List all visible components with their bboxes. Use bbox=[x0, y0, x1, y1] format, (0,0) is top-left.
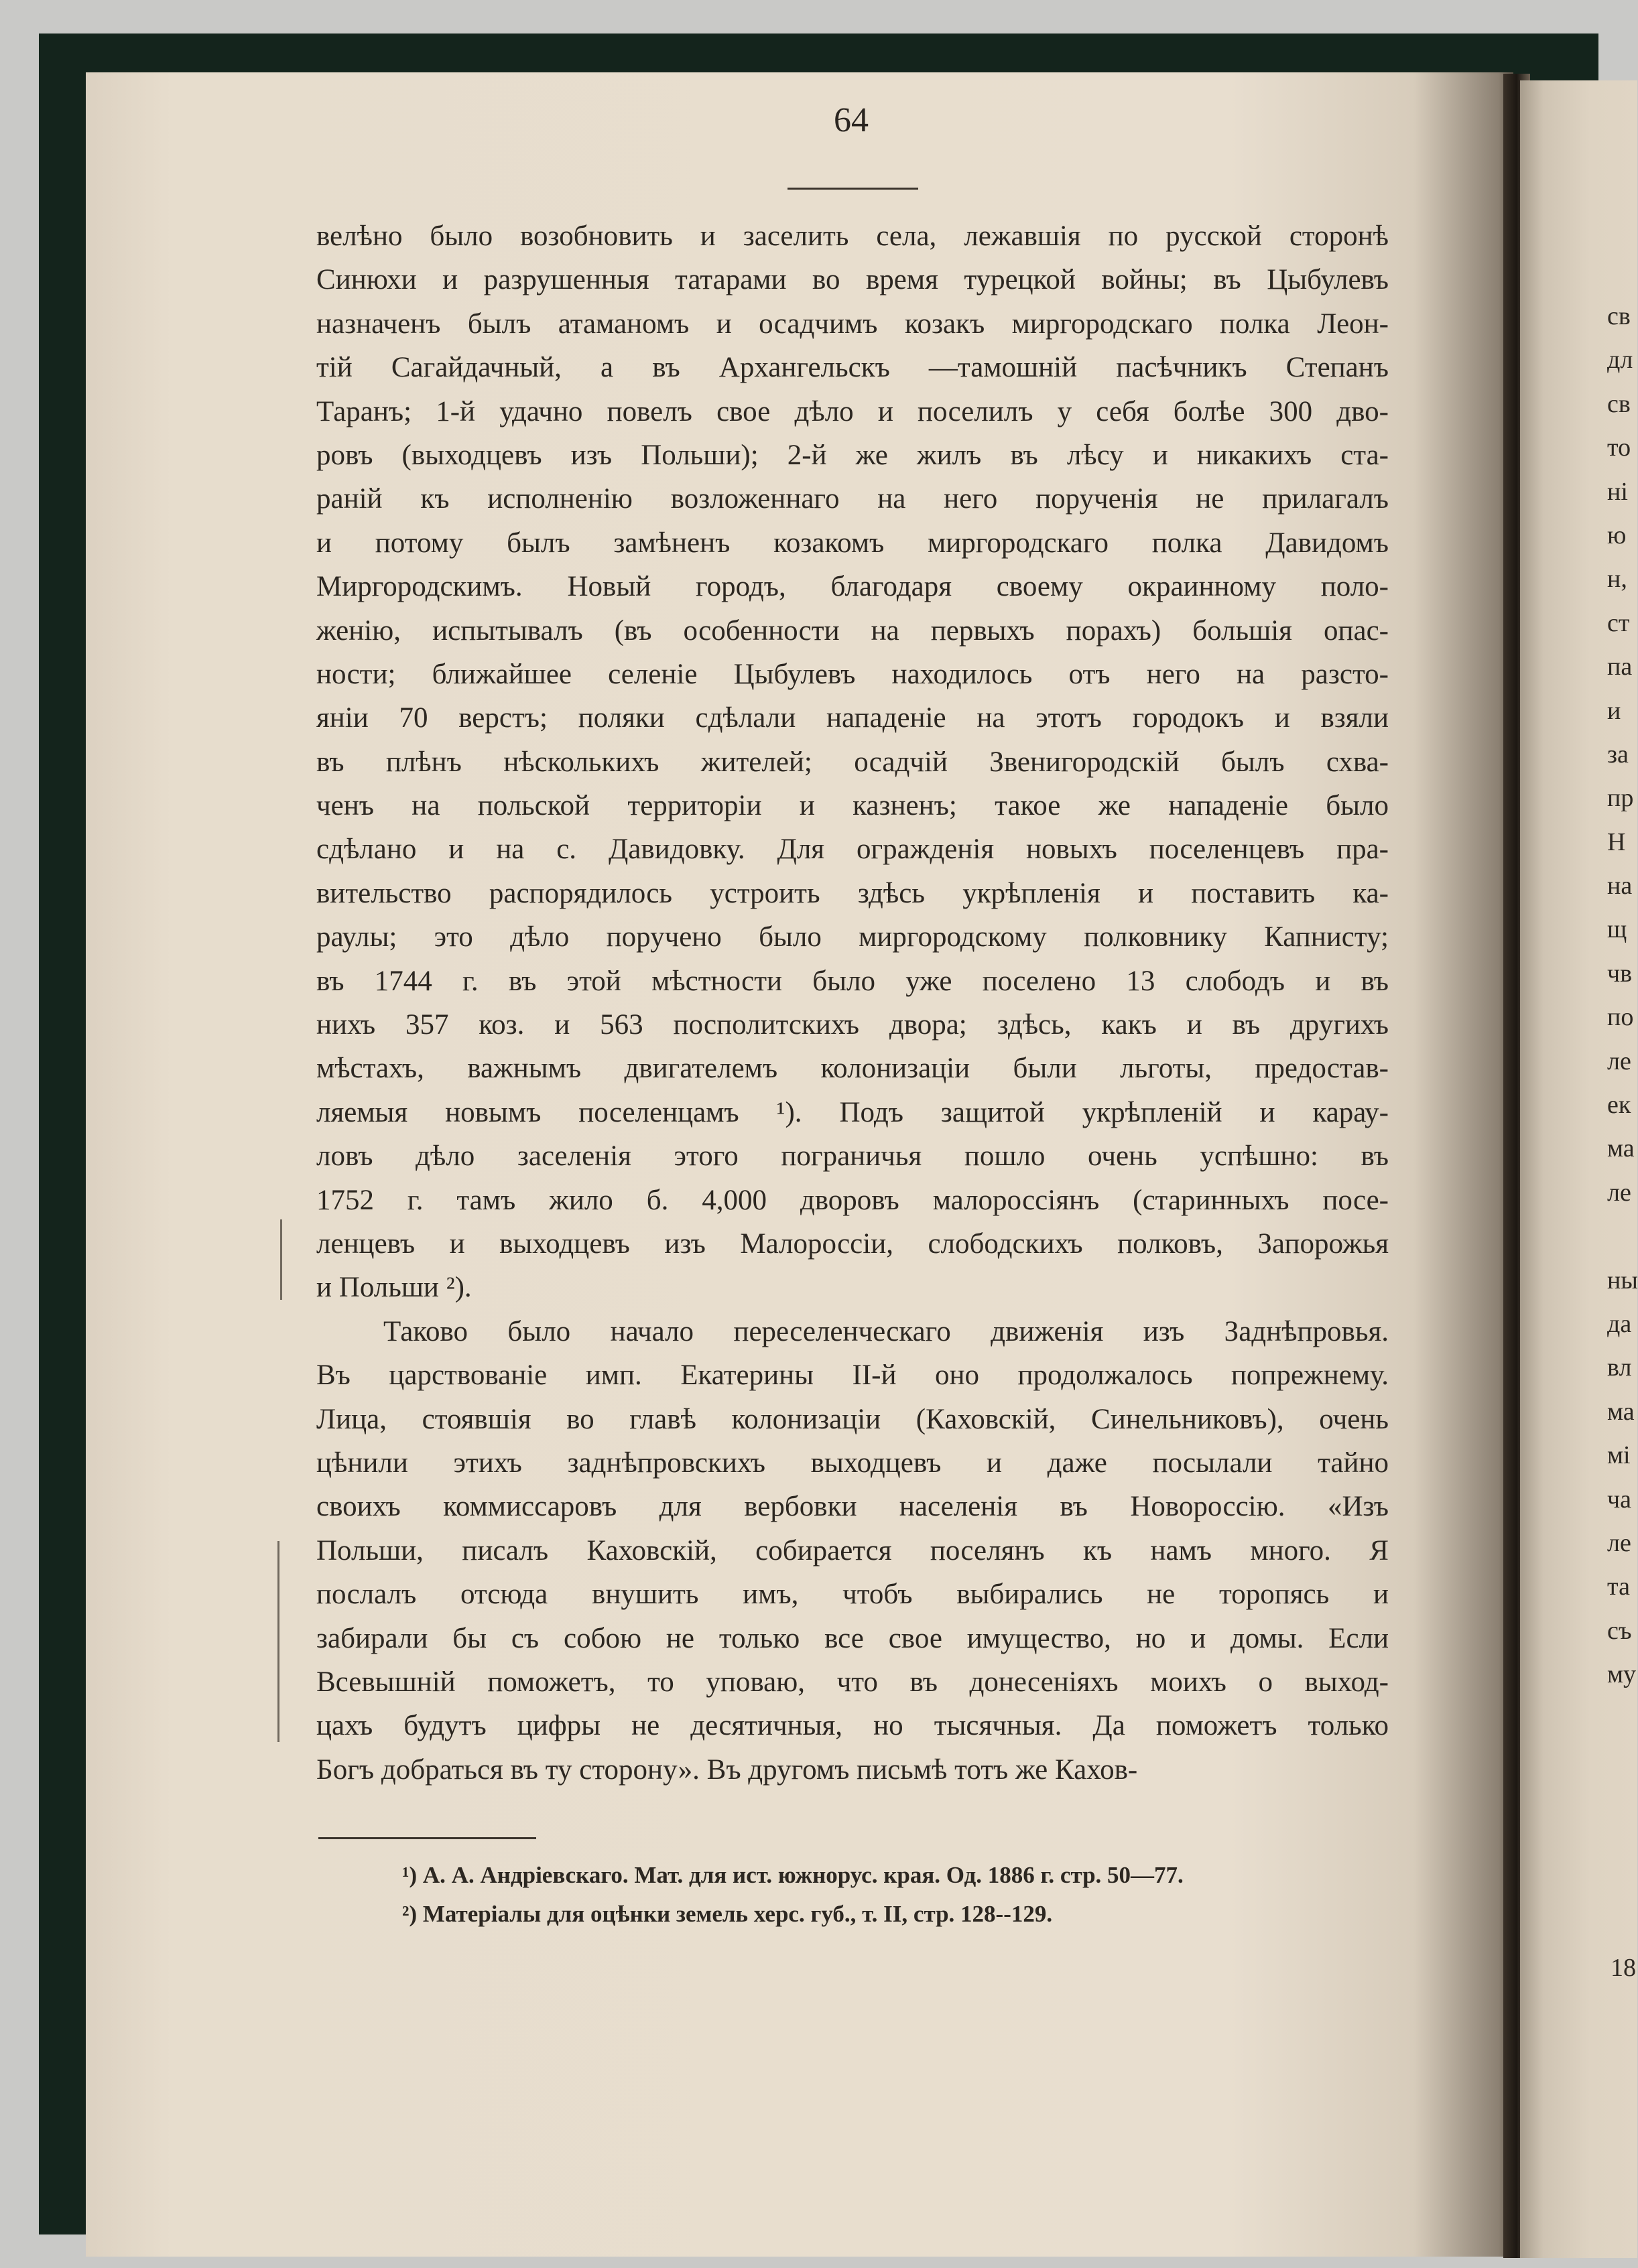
text-line: мѣстахъ, важнымъ двигателемъ колонизаціи были льготы, предостав- bbox=[316, 1053, 1389, 1085]
text-line: Всевышній поможетъ, то уповаю, что въ донесеніяхъ моихъ о выход- bbox=[316, 1666, 1389, 1698]
facing-page-fragment: му bbox=[1607, 1660, 1637, 1689]
facing-page-fragment: и bbox=[1607, 696, 1621, 725]
text-line: нихъ 357 коз. и 563 посполитскихъ двора; здѣсь, какъ и въ другихъ bbox=[316, 1009, 1389, 1041]
facing-page-fragment: ма bbox=[1607, 1134, 1635, 1163]
text-line: сдѣлано и на с. Давидовку. Для огражденія новыхъ поселенцевъ пра- bbox=[316, 833, 1389, 866]
text-line: 1752 г. тамъ жило б. 4,000 дворовъ малороссіянъ (старинныхъ посе- bbox=[316, 1184, 1389, 1216]
text-line: Лица, стоявшія во главѣ колонизаціи (Каховскій, Синельниковъ), очень bbox=[316, 1403, 1389, 1435]
footnote: ¹) А. А. Андріевскаго. Мат. для ист. южнорус. края. Од. 1886 г. стр. 50—77. bbox=[402, 1862, 1184, 1888]
facing-page-fragment: чв bbox=[1607, 959, 1633, 988]
footnote: ²) Матеріалы для оцѣнки земель херс. губ., т. II, стр. 128--129. bbox=[402, 1901, 1053, 1927]
facing-page-fragment: то bbox=[1607, 433, 1631, 462]
text-line: забирали бы съ собою не только все свое имущество, но и домы. Если bbox=[316, 1622, 1389, 1654]
text-line: женію, испытывалъ (въ особенности на первыхъ порахъ) большія опас- bbox=[316, 614, 1389, 647]
text-line: Миргородскимъ. Новый городъ, благодаря своему окраинному поло- bbox=[316, 571, 1389, 603]
page-number: 64 bbox=[834, 101, 869, 139]
facing-page-fragment bbox=[1520, 1215, 1637, 1258]
facing-page-fragment: да bbox=[1607, 1309, 1632, 1338]
text-line: велѣно было возобновить и заселить села, лежавшія по русской сторонѣ bbox=[316, 220, 1389, 252]
text-line: Таково было начало переселенческаго движенія изъ Заднѣпровья. bbox=[383, 1315, 1389, 1347]
facing-page-fragment: ст bbox=[1607, 608, 1630, 637]
text-line: ности; ближайшее селеніе Цыбулевъ находилось отъ него на разсто- bbox=[316, 658, 1389, 690]
facing-page-fragment: вл bbox=[1607, 1353, 1632, 1382]
facing-page-text bbox=[1520, 295, 1637, 1697]
facing-page-fragment: дл bbox=[1607, 346, 1633, 375]
text-line: ловъ дѣло заселенія этого пограничья пошло очень успѣшно: въ bbox=[316, 1140, 1389, 1173]
text-line: яніи 70 верстъ; поляки сдѣлали нападеніе на этотъ городокъ и взяли bbox=[316, 702, 1389, 734]
right-page-edge bbox=[1520, 80, 1637, 2258]
text-line: Богъ добраться въ ту сторону». Въ другомъ письмѣ тотъ же Кахов- bbox=[316, 1753, 1138, 1786]
text-line: въ 1744 г. въ этой мѣстности было уже поселено 13 слободъ и въ bbox=[316, 965, 1389, 997]
facing-page-fragment: по bbox=[1607, 1003, 1634, 1032]
facing-page-fragment: щ bbox=[1607, 915, 1627, 944]
text-line: вительство распорядилось устроить здѣсь укрѣпленія и поставить ка- bbox=[316, 877, 1389, 909]
text-line: ляемыя новымъ поселенцамъ ¹). Подъ защитой укрѣпленій и карау- bbox=[316, 1096, 1389, 1128]
text-line: Въ царствованіе имп. Екатерины II-й оно продолжалось попрежнему. bbox=[316, 1359, 1389, 1392]
text-line: раулы; это дѣло поручено было миргородскому полковнику Капнисту; bbox=[316, 921, 1389, 953]
text-line: и потому былъ замѣненъ козакомъ миргородскаго полка Давидомъ bbox=[316, 527, 1389, 559]
facing-page-fragment: ю bbox=[1607, 521, 1627, 549]
facing-page-fragment: па bbox=[1607, 653, 1633, 681]
text-line: въ плѣнъ нѣсколькихъ жителей; осадчій Звенигородскій былъ схва- bbox=[316, 746, 1389, 778]
text-line: Польши, писалъ Каховскій, собирается поселянъ къ намъ много. Я bbox=[316, 1534, 1389, 1566]
text-line: своихъ коммиссаровъ для вербовки населенія въ Новороссію. «Изъ bbox=[316, 1491, 1389, 1523]
facing-page-fragment: за bbox=[1607, 740, 1629, 769]
facing-page-fragment: мі bbox=[1607, 1441, 1631, 1470]
facing-page-fragment: ле bbox=[1607, 1178, 1631, 1207]
facing-page-fragment: ны bbox=[1607, 1266, 1638, 1294]
text-line: тій Сагайдачный, а въ Архангельскъ —тамошній пасѣчникъ Степанъ bbox=[316, 352, 1389, 384]
facing-page-fragment: ча bbox=[1607, 1485, 1631, 1514]
text-line: и Польши ²). bbox=[316, 1272, 472, 1304]
facing-page-fragment: Н bbox=[1607, 827, 1626, 856]
footnotes bbox=[402, 1856, 1394, 1934]
facing-page-fragment: та bbox=[1607, 1573, 1630, 1601]
facing-page-fragment: ле bbox=[1607, 1047, 1631, 1075]
facing-page-footnote-number: 18 bbox=[1611, 1954, 1636, 1982]
facing-page-fragment: ма bbox=[1607, 1397, 1635, 1426]
text-line: ленцевъ и выходцевъ изъ Малороссіи, слободскихъ полковъ, Запорожья bbox=[316, 1227, 1389, 1260]
facing-page-fragment: на bbox=[1607, 872, 1633, 900]
text-line: назначенъ былъ атаманомъ и осадчимъ козакъ миргородскаго полка Леон- bbox=[316, 308, 1389, 340]
text-line: цахъ будутъ цифры не десятичныя, но тысячныя. Да поможетъ только bbox=[316, 1710, 1389, 1742]
facing-page-fragment: пр bbox=[1607, 784, 1634, 813]
text-line: Таранъ; 1-й удачно повелъ свое дѣло и поселилъ у себя болѣе 300 дво- bbox=[316, 395, 1389, 427]
text-line: Синюхи и разрушенныя татарами во время турецкой войны; въ Цыбулевъ bbox=[316, 264, 1389, 296]
facing-page-fragment: н, bbox=[1607, 565, 1627, 594]
text-line: цѣнили этихъ заднѣпровскихъ выходцевъ и даже посылали тайно bbox=[316, 1447, 1389, 1479]
facing-page-fragment: ле bbox=[1607, 1528, 1631, 1557]
facing-page-fragment: ек bbox=[1607, 1091, 1631, 1120]
margin-pencil-mark bbox=[277, 1541, 279, 1742]
facing-page-fragment: съ bbox=[1607, 1616, 1632, 1645]
body-text bbox=[316, 214, 1389, 1792]
text-line: ченъ на польской территоріи и казненъ; такое же нападеніе было bbox=[316, 790, 1389, 822]
text-line: раній къ исполненію возложеннаго на него порученія не прилагалъ bbox=[316, 483, 1389, 515]
page-number-rule bbox=[788, 188, 918, 190]
facing-page-fragment: св bbox=[1607, 389, 1631, 418]
facing-page-fragment: св bbox=[1607, 302, 1631, 330]
facing-page-fragment: ні bbox=[1607, 477, 1628, 506]
text-line: послалъ отсюда внушить имъ, чтобъ выбирались не торопясь и bbox=[316, 1579, 1389, 1611]
text-line: ровъ (выходцевъ изъ Польши); 2-й же жилъ въ лѣсу и никакихъ ста- bbox=[316, 439, 1389, 471]
margin-pencil-mark bbox=[280, 1219, 282, 1300]
footnote-rule bbox=[318, 1837, 536, 1839]
